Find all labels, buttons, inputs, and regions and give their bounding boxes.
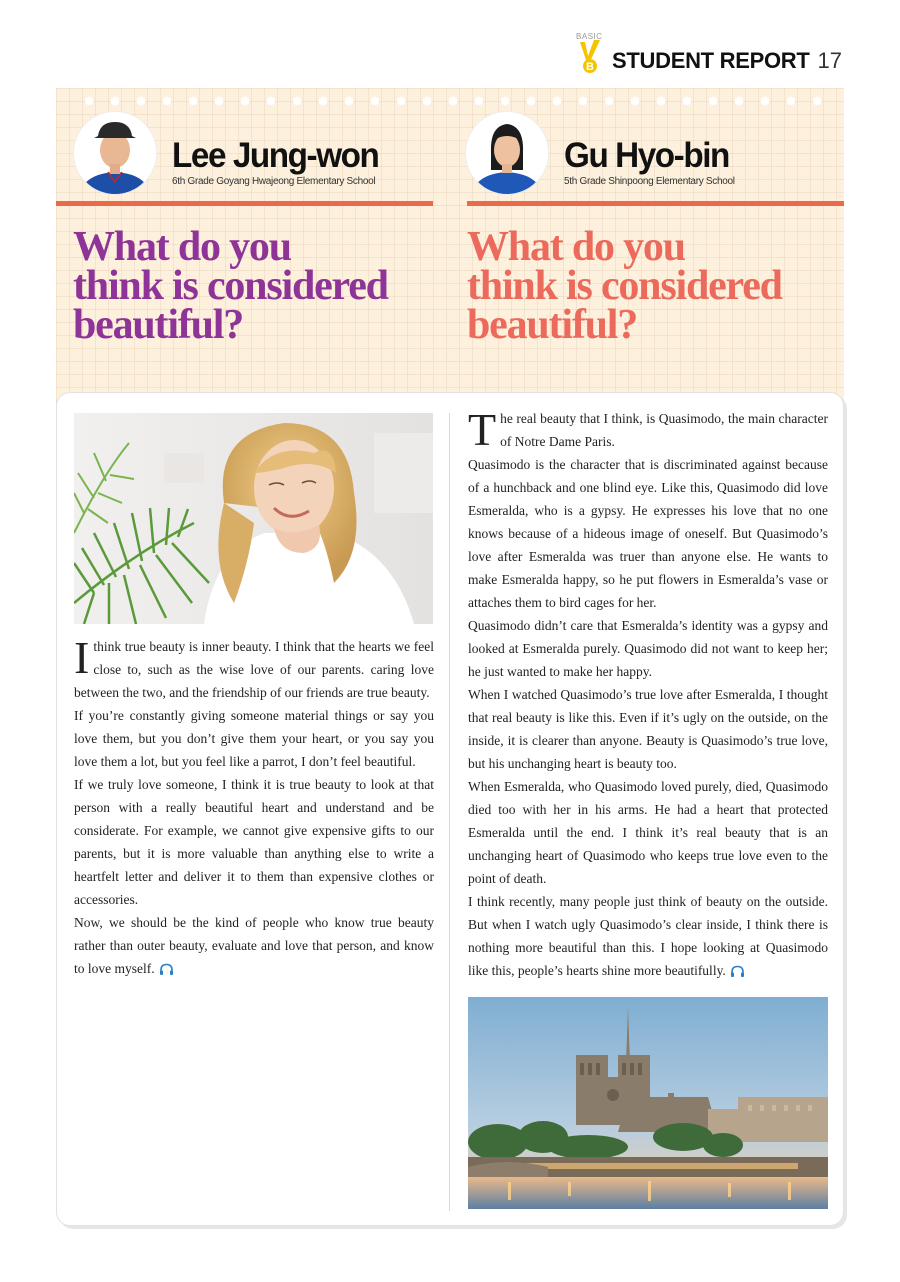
report-header [576, 30, 842, 74]
author-school: 6th Grade Goyang Hwajeong Elementary School [172, 175, 376, 187]
author-right [466, 110, 738, 196]
page-number: 17 [817, 48, 842, 73]
top-panel [56, 88, 844, 418]
woman-photo [74, 413, 433, 624]
author-name: Gu Hyo-bin [564, 135, 729, 175]
v-check-icon [578, 40, 602, 74]
content-box [56, 392, 844, 1226]
drop-cap: I [74, 632, 90, 683]
user-avatar-icon [74, 112, 156, 194]
divider-rule [467, 201, 844, 206]
column-divider [449, 413, 450, 1211]
author-name: Lee Jung-won [172, 135, 379, 175]
headphones-icon [159, 963, 174, 976]
divider-rule [56, 201, 433, 206]
author-school: 5th Grade Shinpoong Elementary School [564, 175, 735, 187]
dot-border [76, 96, 830, 106]
logo-text: BASIC [576, 32, 603, 41]
user-avatar-icon [466, 112, 548, 194]
question-title: What do you think is considered beautiful? [73, 224, 388, 348]
avatar [74, 112, 156, 194]
headphones-icon [730, 965, 745, 978]
svg-text:B: B [586, 61, 595, 73]
essay-text-left: I think true beauty is inner beauty. I think that the hearts we feel close to, such as the wise love of our parents. caring love between the two, and the friendship of our friends are true beauty. If you’re constantly giving someone material things or say you love them, but you don’t give them your heart, or you say you love them a lot, but you feel like a parrot, I don’t feel beautiful. If we truly love someone, I think it is true beauty to look at that person with a really beautiful heart and understand and be considerate. For example, we cannot give expensive gifts to our parents, but it is more valuable than anything else to write a heartfelt letter and deliver it to them than expensive clothes or accessories. Now, we should be the kind of people who know true beauty rather than outer beauty, evaluate and love that person, and know to love myself. [74, 632, 434, 976]
question-title: What do you think is considered beautiful? [467, 224, 782, 348]
drop-cap: T [468, 404, 497, 455]
report-title: STUDENT REPORT [612, 48, 810, 73]
essay-text-right: The real beauty that I think, is Quasimodo, the main character of Notre Dame Paris. Quasimodo is the character that is discriminated against because of a hunchback and one blind eye. Like this, Quasimodo did love Esmeralda, who is a gypsy. He expresses his love that no one knows because of a hideous image of oneself. But Quasimodo’s love after Esmeralda was truer than anyone else. He wants to make Esmeralda happy, so he put flowers in Esmeralda’s vase or attaches them to bird cages for her. Quasimodo didn’t care that Esmeralda’s identity was a gypsy and looked at Esmeralda purely. Quasimodo did not want to keep her; he just wanted to make her happy. When I watched Quasimodo’s true love after Esmeralda, I thought that real beauty is like this. Even if it’s ugly on the outside, on the inside, it is clearer than anyone. Beauty is Quasimodo’s true love, but his unchanging heart is beauty too. When Esmeralda, who Quasimodo loved purely, died, Quasimodo died too with her in his arms. He had a heart that protected Esmeralda until the end. I think it’s real beauty that is an unchanging heart of Quasimodo who keeps true love even to the point of death. I think recently, many people just think of beauty on the outside. But when I watch ugly Quasimodo’s clear inside, I think there is nothing more beautiful than this. I hope looking at Quasimodo like this, people’s hearts shine more beautifully. [468, 404, 828, 978]
basic-logo [576, 32, 604, 74]
notre-dame-photo [468, 997, 828, 1209]
author-left [74, 110, 389, 196]
avatar [466, 112, 548, 194]
